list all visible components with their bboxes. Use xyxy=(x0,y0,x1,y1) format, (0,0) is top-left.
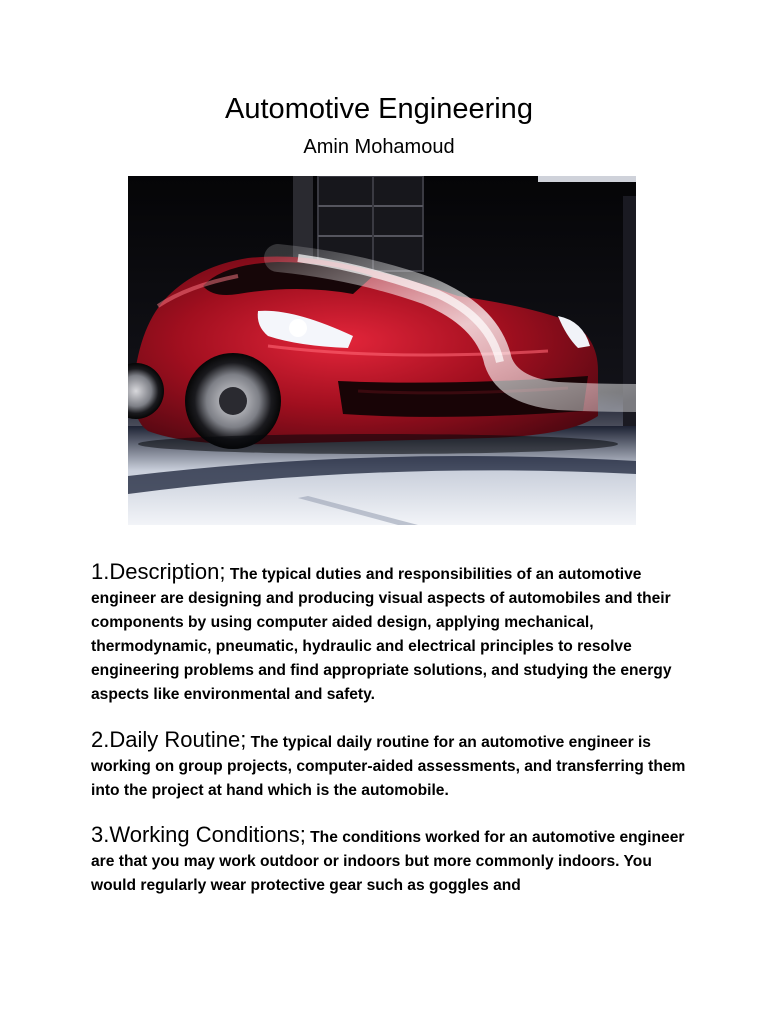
section-description xyxy=(91,560,691,707)
section-body: The typical duties and responsibilities of an automotive engineer are designing and producing visual aspects of automobiles and their components by using computer aided design, applying mechanical, thermodynamic, pneumatic, hydraulic and electrical principles to resolve engineering problems and find appropriate solutions, and studying the energy aspects like environmental and safety. xyxy=(91,566,672,703)
document-title: Automotive Engineering xyxy=(225,93,533,125)
section-body: The conditions worked for an automotive engineer are that you may work outdoor or indoors but more commonly indoors. You would regularly wear protective gear such as goggles and xyxy=(91,829,685,894)
section-daily-routine xyxy=(91,728,691,803)
section-body: The typical daily routine for an automotive engineer is working on group projects, computer-aided assessments, and transferring them into the project at hand which is the automobile. xyxy=(91,734,686,799)
author-name: Amin Mohamoud xyxy=(303,136,455,158)
section-heading: 2.Daily Routine; xyxy=(91,727,247,752)
car-photo xyxy=(128,176,636,525)
section-heading: 3.Working Conditions; xyxy=(91,822,306,847)
section-heading: 1.Description; xyxy=(91,559,226,584)
section-working-conditions xyxy=(91,823,691,898)
